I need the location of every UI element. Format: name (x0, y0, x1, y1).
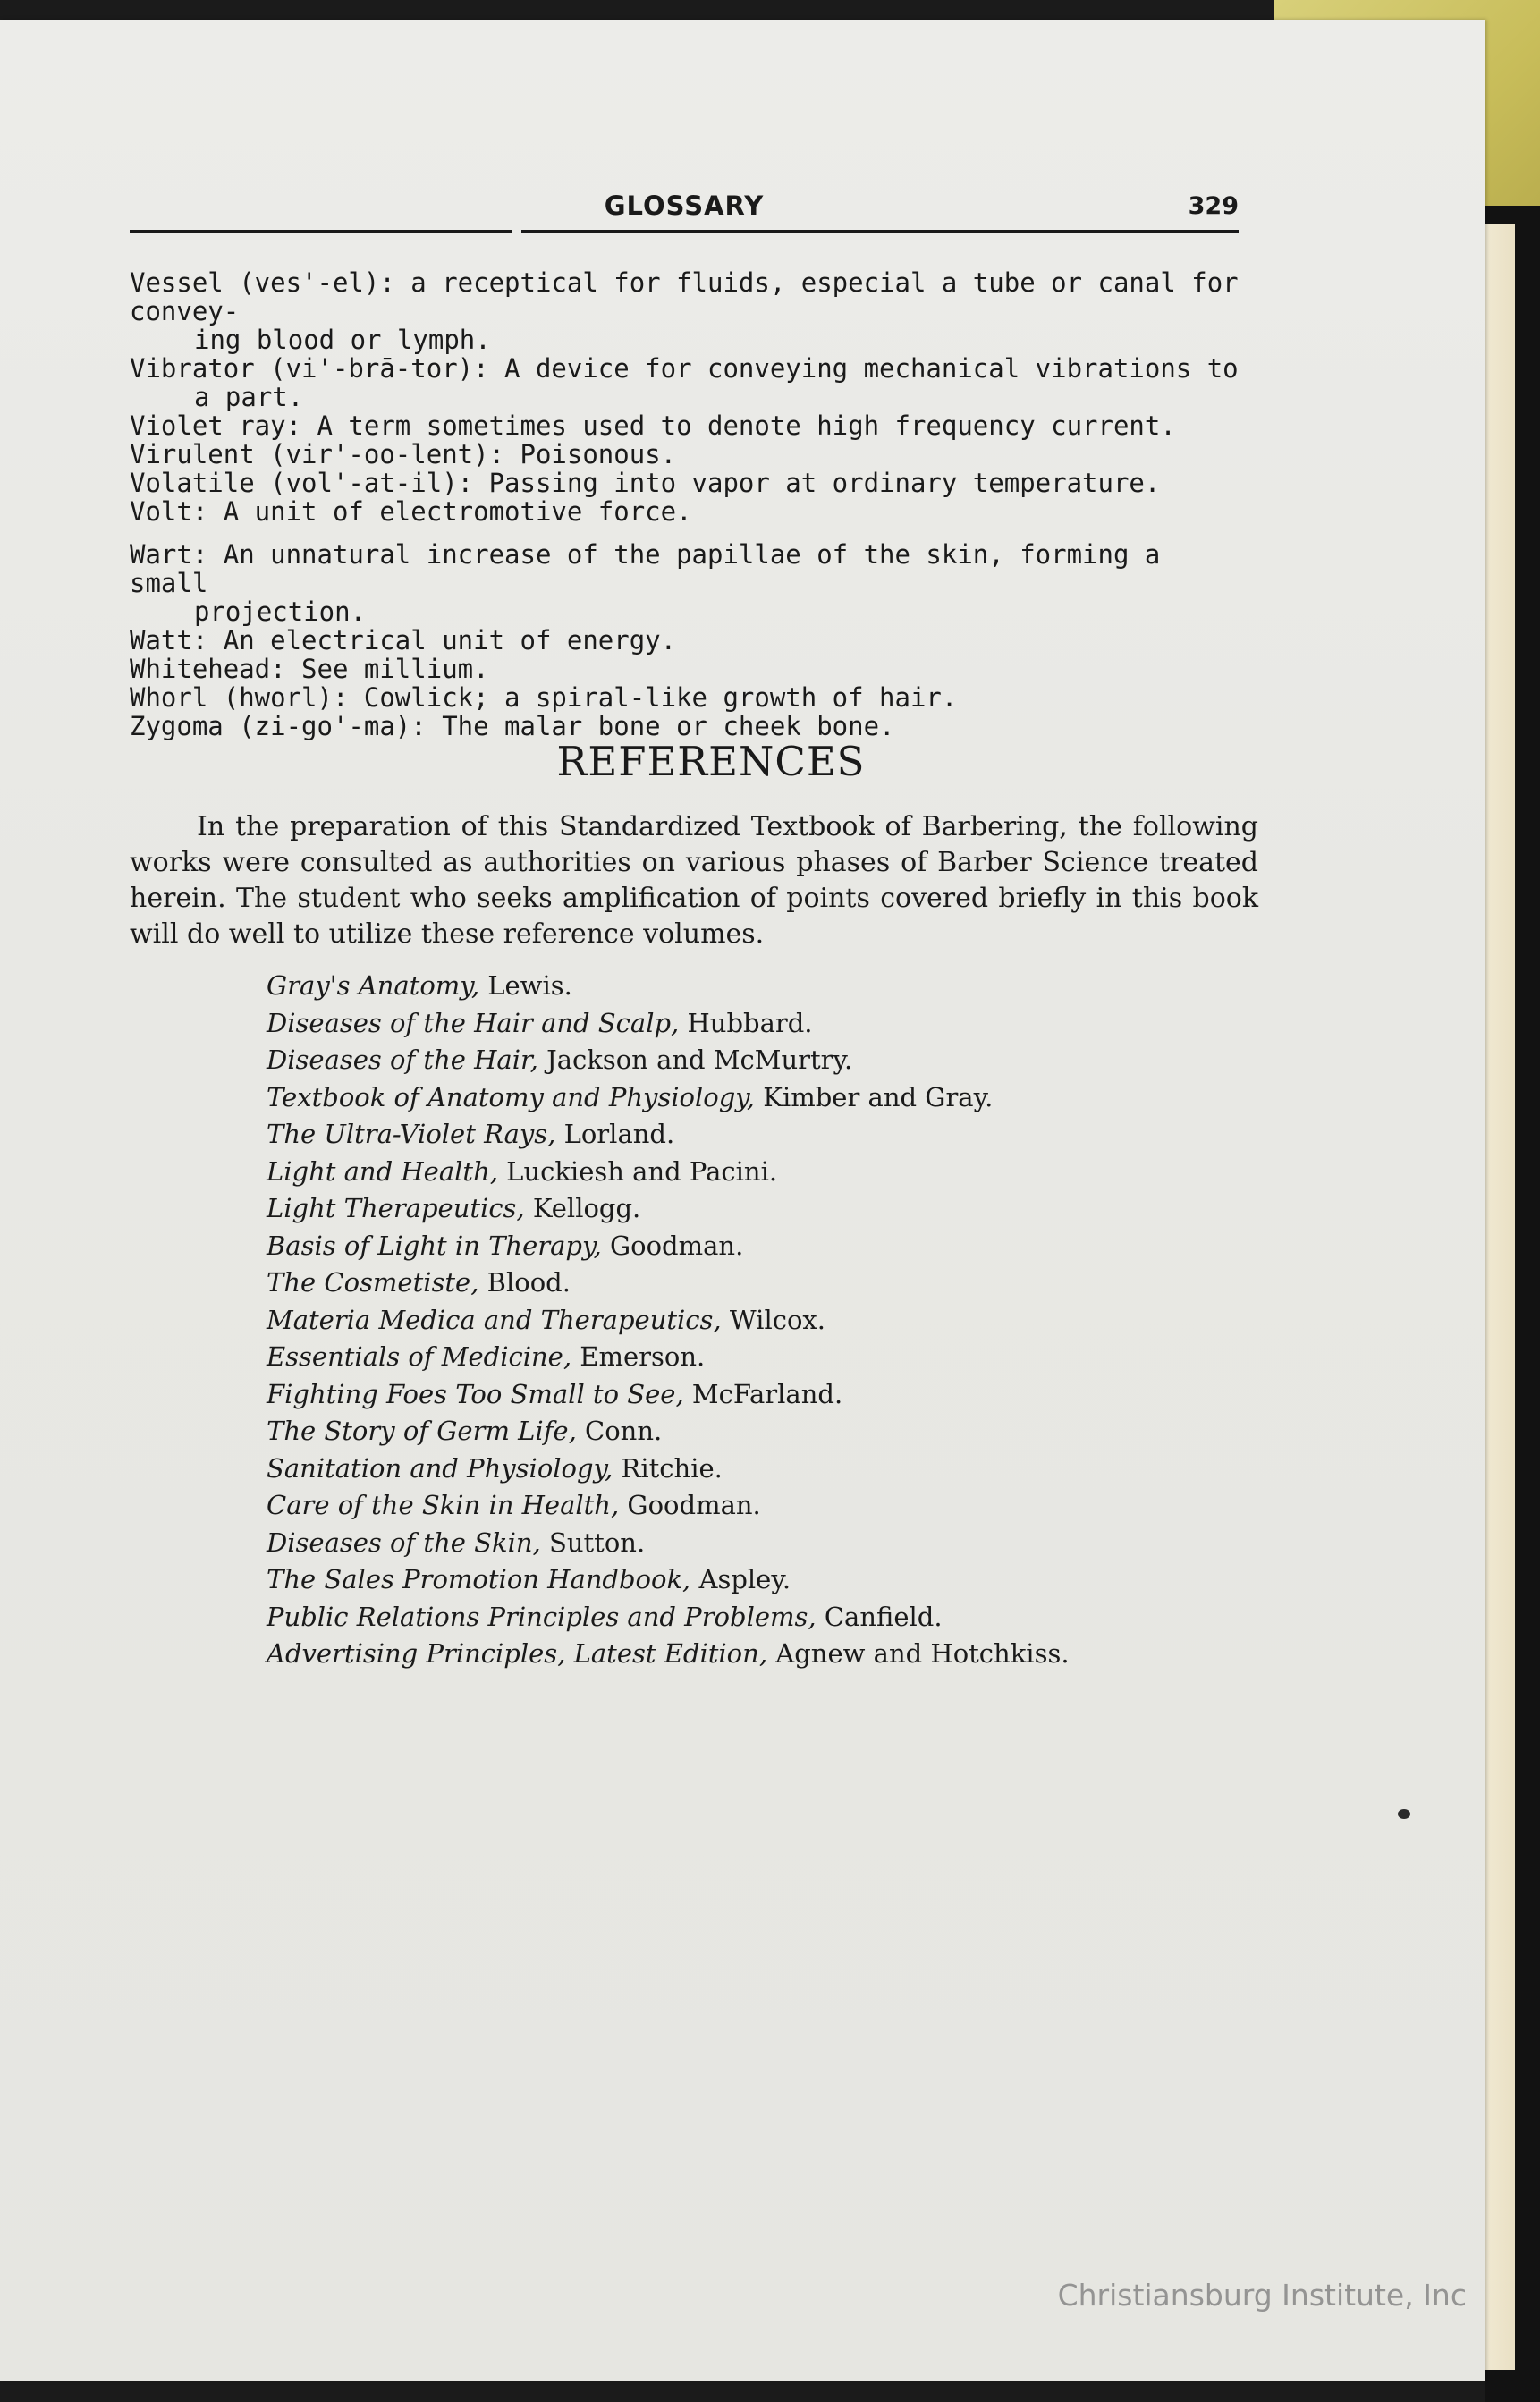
glossary-entry: Wart: An unnatural increase of the papillae of the skin, forming a small projection. (130, 539, 1161, 627)
reference-item: Sanitation and Physiology, Ritchie. (267, 1452, 723, 1484)
glossary-entry: Whitehead: See millium. (130, 654, 489, 684)
reference-item: The Sales Promotion Handbook, Aspley. (267, 1564, 791, 1594)
reference-item: The Ultra-Violet Rays, Lorland. (267, 1119, 675, 1149)
reference-item: Diseases of the Hair, Jackson and McMurtry. (267, 1045, 853, 1075)
reference-list (267, 968, 1295, 1673)
page-number: 329 (1188, 192, 1239, 220)
glossary-entry: Volatile (vol'-at-il): Passing into vapor at ordinary temperature. (130, 468, 1161, 498)
reference-item: The Story of Germ Life, Conn. (267, 1416, 663, 1446)
references-intro: In the preparation of this Standardized Textbook of Barbering, the following works were consulted as authorities on various phases of Barber Science treated herein. The student who seeks amplification of points covered briefly in this book will do well to utilize these reference volumes. (130, 811, 1258, 950)
reference-item: Care of the Skin in Health, Goodman. (267, 1490, 761, 1520)
reference-item: Diseases of the Skin, Sutton. (267, 1527, 646, 1558)
glossary-entry: Watt: An electrical unit of energy. (130, 625, 677, 655)
running-head (130, 183, 1239, 237)
header-rule-right (521, 230, 1239, 233)
reference-item: Light Therapeutics, Kellogg. (267, 1193, 641, 1223)
glossary-entry: Violet ray: A term sometimes used to denote high frequency current. (130, 410, 1176, 441)
glossary-entry: Virulent (vir'-oo-lent): Poisonous. (130, 439, 677, 469)
reference-item: Public Relations Principles and Problems, Canfield. (267, 1601, 943, 1632)
glossary-entry: Vibrator (vi'-brā-tor): A device for conveying mechanical vibrations to a part. (130, 353, 1239, 412)
ink-speck (1398, 1809, 1410, 1819)
reference-item: Advertising Principles, Latest Edition, Agnew and Hotchkiss. (267, 1638, 1070, 1669)
glossary-entry: Vessel (ves'-el): a receptical for fluids, especial a tube or canal for convey- ing blood or lymph. (130, 267, 1239, 355)
reference-item: Gray's Anatomy, Lewis. (267, 970, 572, 1001)
reference-item: Diseases of the Hair and Scalp, Hubbard. (267, 1007, 813, 1038)
reference-item: Light and Health, Luckiesh and Pacini. (267, 1155, 778, 1187)
reference-item: Essentials of Medicine, Emerson. (267, 1341, 706, 1372)
reference-item: Basis of Light in Therapy, Goodman. (267, 1230, 744, 1261)
glossary-entry: Whorl (hworl): Cowlick; a spiral-like growth of hair. (130, 682, 958, 713)
glossary-entry: Volt: A unit of electromotive force. (130, 496, 692, 527)
section-title: GLOSSARY (604, 190, 765, 221)
reference-item: Materia Medica and Therapeutics, Wilcox. (267, 1304, 825, 1335)
glossary-entries (130, 268, 1248, 740)
reference-item: Textbook of Anatomy and Physiology, Kimber and Gray. (267, 1081, 994, 1112)
header-rule-left (130, 230, 512, 233)
reference-item: Fighting Foes Too Small to See, McFarland. (267, 1378, 843, 1409)
watermark: Christiansburg Institute, Inc (1057, 2278, 1467, 2313)
glossary-entry: Zygoma (zi-go'-ma): The malar bone or cheek bone. (130, 711, 895, 741)
references-heading: REFERENCES (556, 738, 866, 785)
reference-item: The Cosmetiste, Blood. (267, 1267, 571, 1298)
